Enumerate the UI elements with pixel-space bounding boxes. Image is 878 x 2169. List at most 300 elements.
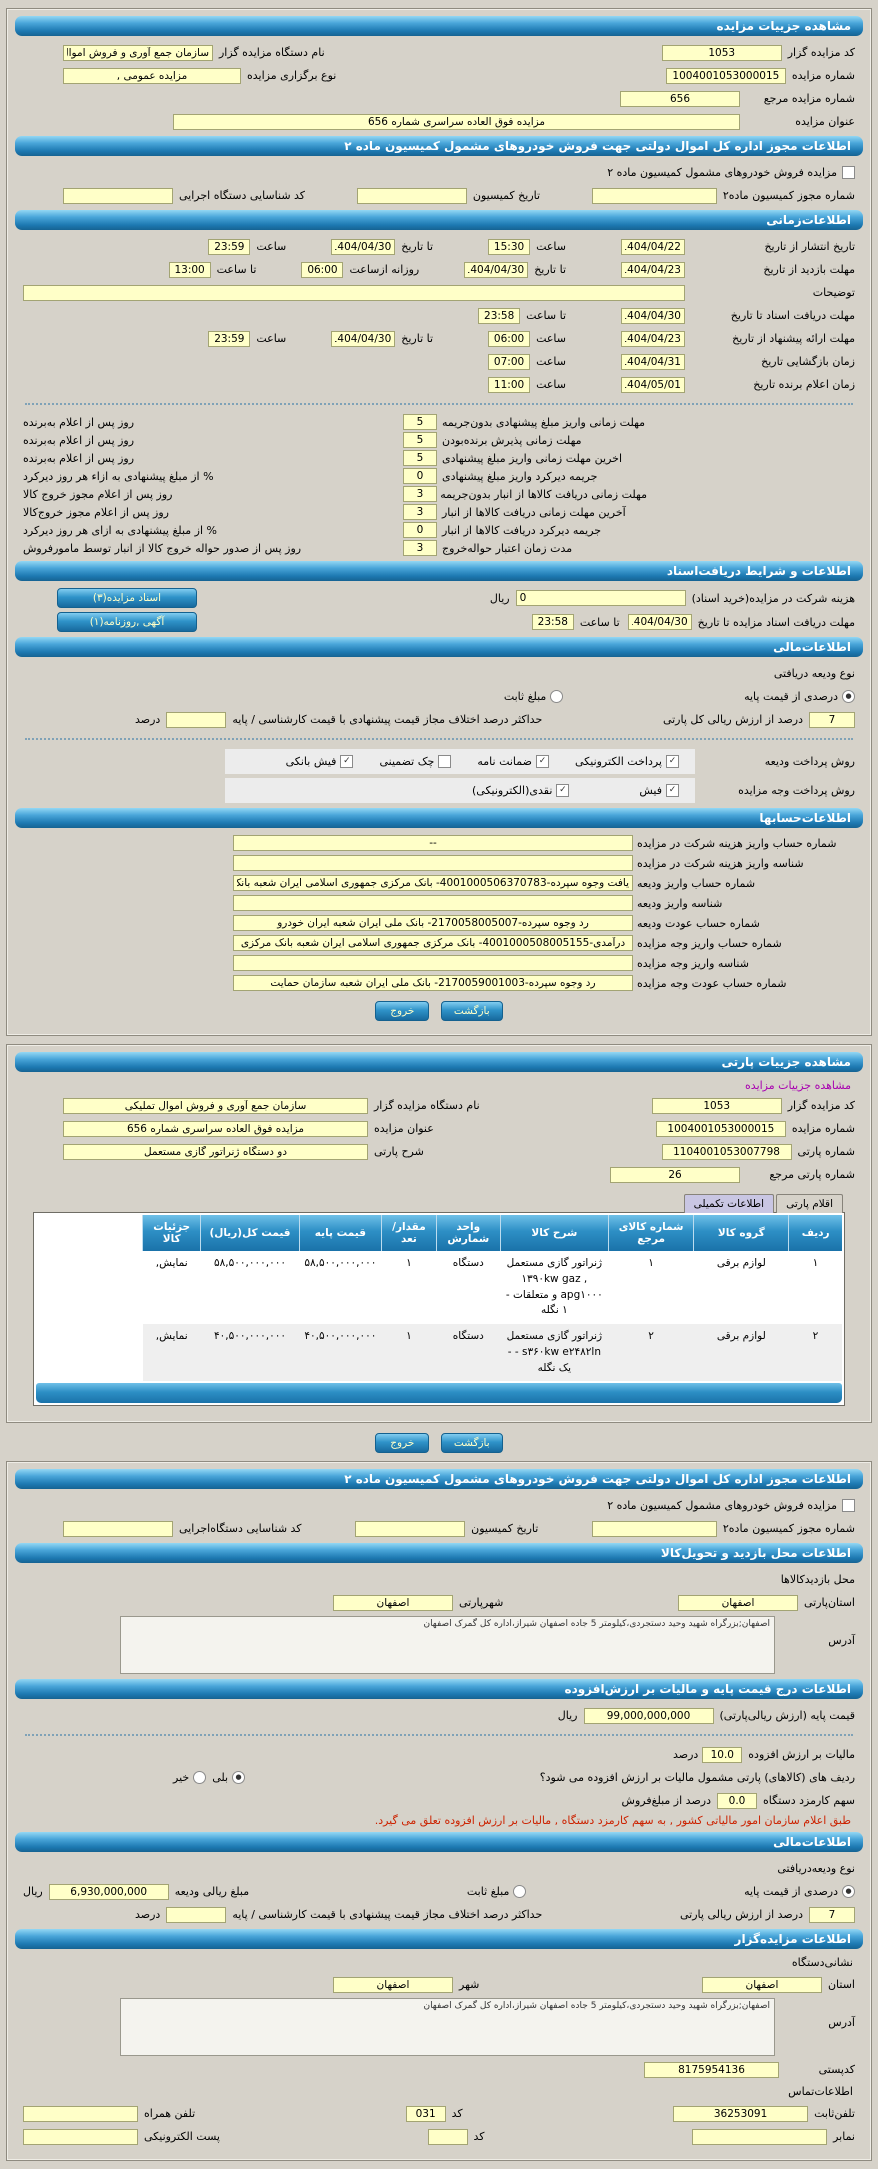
deposit-percent-input[interactable] <box>809 712 855 728</box>
deadline-row <box>23 414 647 430</box>
auction-no-label: شماره مزایده <box>791 69 855 82</box>
publish-from-input[interactable] <box>621 239 685 255</box>
auction-type-input[interactable] <box>63 68 241 84</box>
permit-fields-row <box>23 186 855 205</box>
cell-goods-group: لوازم برقی <box>694 1324 789 1381</box>
lot-max-diff-label: حداکثر درصد اختلاف مجاز قیمت پیشنهادی با قیمت کارشناسی / پایه <box>232 1908 543 1922</box>
fixed-amount-label: مبلغ ثابت <box>503 690 547 703</box>
fax-input[interactable] <box>692 2129 827 2145</box>
lot-auctioneer-code-input[interactable] <box>652 1098 782 1114</box>
auction-no-row <box>23 66 855 85</box>
electronic-payment-label: پرداخت الکترونیکی <box>575 755 662 768</box>
deadline-label: اخرین مهلت زمانی واریز مبلغ پیشنهادی <box>442 451 622 465</box>
auction-details-link[interactable]: مشاهده جزییات مزایده <box>745 1079 851 1092</box>
cell-goods-group: لوازم برقی <box>716 1257 766 1269</box>
show-details-link[interactable]: نمایش, <box>143 1324 201 1381</box>
account-row <box>23 895 855 911</box>
deadline-suffix: % از مبلغ پیشنهادی به ازاء هر روز دیرکرد <box>23 469 214 483</box>
visit-from-input[interactable] <box>621 262 685 278</box>
account-input[interactable] <box>233 835 633 851</box>
offer-to-time-input[interactable] <box>208 331 250 347</box>
account-input[interactable] <box>233 935 633 951</box>
tab-lot-items[interactable]: اقلام پارتی <box>776 1194 843 1213</box>
lot-deposit-type-label: نوع ودیعه‌دریافتی <box>777 1862 855 1876</box>
agency-fee-input[interactable] <box>717 1793 757 1809</box>
deposit-type-row <box>23 664 855 683</box>
vat-answer-group <box>173 1771 245 1784</box>
deposit-amount-input[interactable] <box>49 1884 169 1900</box>
deadline-suffix: روز پس از اعلام به‌برنده <box>23 433 135 447</box>
docs-deadline-time-input[interactable] <box>478 308 520 324</box>
deadline-label: مدت زمان اعتبار حواله‌خروج <box>442 541 573 555</box>
lot-no-group <box>662 1144 855 1160</box>
bank-slip-checkbox[interactable]: ✓ <box>340 755 353 768</box>
slip-checkbox[interactable]: ✓ <box>666 784 679 797</box>
org-city-label: شهر <box>459 1978 480 1992</box>
lot-permit-no-input[interactable] <box>592 1521 717 1537</box>
commission-checkbox-label: مزایده فروش خودروهای مشمول کمیسیون ماده ۲ <box>607 166 837 179</box>
vat-question-label: ردیف های (کالاهای) پارتی مشمول مالیات بر ارزش افزوده می شود؟ <box>539 1771 855 1785</box>
deadline-input[interactable] <box>403 432 437 448</box>
deadline-input[interactable] <box>403 522 437 538</box>
account-input[interactable] <box>233 855 633 871</box>
electronic-payment-checkbox[interactable]: ✓ <box>666 755 679 768</box>
agency-address-title: نشانی‌دستگاه <box>791 1956 853 1970</box>
financial-header: اطلاعات‌مالی <box>15 637 863 657</box>
rial-label: ریال <box>489 591 510 605</box>
cell-goods-desc: ژنراتور گازی مستعمل ۱۳۹۰kw gaz , apg۱۰۰۰ و متعلقات - ۱ نگله <box>505 1257 603 1317</box>
org-city-group <box>333 1977 479 1993</box>
fax-row <box>23 2127 855 2146</box>
commission-date-group <box>357 188 540 204</box>
publish-to-time-input[interactable] <box>208 239 250 255</box>
lot-city-input[interactable] <box>333 1595 453 1611</box>
lot-no-row <box>23 1142 855 1161</box>
fax-group <box>692 2129 855 2145</box>
mobile-group <box>23 2106 195 2122</box>
lot-exec-id-group <box>63 1521 302 1537</box>
org-address-label: آدرس <box>828 2016 855 2030</box>
phone-row <box>23 2104 855 2123</box>
auction-payment-method-label: روش پرداخت وجه مزایده <box>738 784 855 797</box>
accounts-header: اطلاعات‌حسابها <box>15 808 863 828</box>
mobile-input[interactable] <box>23 2106 138 2122</box>
lot-auction-no-row <box>23 1119 855 1138</box>
lot-desc-input[interactable] <box>63 1144 368 1160</box>
visit-to-date-label: تا تاریخ <box>534 263 566 276</box>
auction-title-label: عنوان مزایده <box>795 115 855 128</box>
deadline-suffix: روز پس از اعلام به‌برنده <box>23 451 135 465</box>
lot-auction-no-group <box>656 1121 855 1137</box>
permit-checkbox-row <box>23 163 855 182</box>
deadline-input[interactable] <box>403 414 437 430</box>
account-input[interactable] <box>233 875 633 891</box>
lot-percent-of-base-label: درصدی از قیمت پایه <box>744 1885 838 1899</box>
auction-no-input[interactable] <box>666 68 786 84</box>
account-label: شناسه واریز وجه مزایده <box>637 956 749 970</box>
lot-percent-of-base-radio[interactable]: ● <box>842 1885 855 1898</box>
account-input[interactable] <box>233 955 633 971</box>
lot-details-panel <box>6 1044 872 1423</box>
col-ref-goods-no: شماره کالای مرجع <box>608 1215 694 1251</box>
account-label: شماره حساب واریز ودیعه <box>637 876 756 890</box>
org-province-group <box>702 1977 855 1993</box>
participation-fee-input[interactable] <box>516 590 686 606</box>
auction-details-header: مشاهده جزییات مزایده <box>15 16 863 36</box>
col-row-no: ردیف <box>789 1215 842 1251</box>
agency-fee-row <box>23 1791 855 1810</box>
docs-receive-time-input[interactable] <box>532 614 574 630</box>
secured-check-option[interactable] <box>379 755 451 768</box>
cell-base-price: ۴۰,۵۰۰,۰۰۰,۰۰۰ <box>299 1324 382 1381</box>
cell-ref-goods-no: ۱ <box>648 1257 654 1269</box>
agency-fee-suffix: درصد از مبلغ‌فروش <box>621 1794 711 1808</box>
opening-row <box>23 352 855 371</box>
lot-province-label: استان‌پارتی <box>804 1596 855 1610</box>
base-price-rial-label: ریال <box>557 1709 578 1723</box>
account-label: شماره حساب واریز وجه مزایده <box>637 936 782 950</box>
deposit-percent-label: درصد از ارزش ریالی کل پارتی <box>662 713 803 726</box>
permit-no-label: شماره مجوز کمیسیون ماده۲ <box>722 189 855 202</box>
cell-quantity: ۱ <box>382 1324 436 1381</box>
lot-permit-fields-row <box>23 1519 855 1538</box>
deadline-input[interactable] <box>403 486 437 502</box>
lot-auctioneer-code-group <box>652 1098 855 1114</box>
org-address-textarea[interactable] <box>120 1998 775 2056</box>
deadline-input[interactable] <box>403 468 437 484</box>
commission-date-label: تاریخ کمیسیون <box>472 189 541 202</box>
account-label: شماره حساب عودت وجه مزایده <box>637 976 787 990</box>
cash-electronic-option[interactable] <box>472 784 569 797</box>
lot-agency-input[interactable] <box>63 1098 368 1114</box>
lot-percent-suffix-label: درصد <box>135 1908 161 1922</box>
table-footer-bar <box>36 1383 842 1403</box>
auction-payment-method-row <box>23 778 855 803</box>
max-diff-input[interactable] <box>166 712 226 728</box>
cell-count-unit: دستگاه <box>436 1324 500 1381</box>
back-button[interactable]: بازگشت <box>441 1001 503 1021</box>
winner-hour-label: ساعت <box>536 378 566 391</box>
fax-code-input[interactable] <box>428 2129 468 2145</box>
offer-from-time-input[interactable] <box>488 331 530 347</box>
lot-exec-id-input[interactable] <box>63 1521 173 1537</box>
lot-auction-no-input[interactable] <box>656 1121 786 1137</box>
lot-agency-label: نام دستگاه مزایده گزار <box>374 1099 480 1112</box>
lot-city-group <box>333 1595 503 1611</box>
electronic-payment-option[interactable] <box>575 755 679 768</box>
lot-deposit-option-row <box>23 1882 855 1901</box>
docs-deadline-date-input[interactable] <box>621 308 685 324</box>
vat-no-option[interactable] <box>173 1771 206 1784</box>
base-price-input[interactable] <box>584 1708 714 1724</box>
visit-place-row <box>23 1570 855 1589</box>
lot-commission-date-group <box>355 1521 538 1537</box>
org-address-row <box>23 1998 855 2056</box>
lot-address-textarea[interactable] <box>120 1616 775 1674</box>
lot-financial-header: اطلاعات‌مالی <box>15 1832 863 1852</box>
lot-commission-checkbox[interactable] <box>842 1499 855 1512</box>
secured-check-checkbox[interactable] <box>438 755 451 768</box>
vat-yes-radio[interactable]: ● <box>232 1771 245 1784</box>
fax-label: نمابر <box>833 2130 855 2144</box>
guarantee-letter-checkbox[interactable]: ✓ <box>536 755 549 768</box>
account-row <box>23 855 855 871</box>
lot-tabs <box>35 1194 843 1213</box>
phone-code-label: کد <box>451 2107 463 2121</box>
phone-group <box>673 2106 855 2122</box>
auction-code-row <box>23 43 855 62</box>
lot-auction-no-label: شماره مزایده <box>791 1122 855 1135</box>
lot-fixed-amount-option[interactable] <box>467 1885 526 1898</box>
guarantee-letter-option[interactable] <box>477 755 549 768</box>
docs-deadline-hour-label: تا ساعت <box>526 309 566 322</box>
exec-id-input[interactable] <box>63 188 173 204</box>
offer-hour-label: ساعت <box>536 332 566 345</box>
deadline-row <box>23 504 647 520</box>
back-button[interactable]: بازگشت <box>441 1433 503 1453</box>
org-province-row <box>23 1975 855 1994</box>
daily-to-label: تا ساعت <box>216 263 257 276</box>
vat-percent-label: درصد <box>672 1748 699 1762</box>
winner-label: زمان اعلام برنده تاریخ <box>753 378 855 391</box>
publish-label: تاریخ انتشار از تاریخ <box>764 240 855 253</box>
vat-no-radio[interactable] <box>193 1771 206 1784</box>
cash-electronic-label: نقدی(الکترونیکی) <box>471 784 553 797</box>
auction-details-panel <box>6 8 872 1036</box>
fixed-amount-radio[interactable] <box>550 690 563 703</box>
exec-id-group <box>63 188 305 204</box>
phone-label: تلفن‌ثابت <box>814 2107 855 2121</box>
show-details-link[interactable]: نمایش, <box>155 1257 188 1269</box>
deposit-amount-rial-label: ریال <box>23 1885 43 1899</box>
auction-type-label: نوع برگزاری مزایده <box>247 69 337 82</box>
col-goods-group: گروه کالا <box>694 1215 789 1251</box>
deadline-row <box>23 522 647 538</box>
slip-option[interactable] <box>639 784 679 797</box>
org-city-input[interactable] <box>333 1977 453 1993</box>
auctioneer-code-group <box>662 45 855 61</box>
lot-fixed-amount-radio[interactable] <box>513 1885 526 1898</box>
vat-label: مالیات بر ارزش افزوده <box>748 1748 855 1762</box>
tab-additional-info[interactable]: اطلاعات تکمیلی <box>684 1194 774 1213</box>
cell-row-no: ۲ <box>789 1324 842 1381</box>
fax-code-group <box>428 2129 485 2145</box>
lot-address-row <box>23 1616 855 1674</box>
vat-no-label: خیر <box>173 1771 190 1785</box>
vat-input[interactable] <box>702 1747 742 1763</box>
percent-of-base-label: درصدی از قیمت پایه <box>744 690 838 703</box>
auction-payment-options <box>225 778 695 803</box>
account-row <box>23 915 855 931</box>
account-input[interactable] <box>233 975 633 991</box>
exit-button[interactable]: خروج <box>375 1433 429 1453</box>
docs-deadline-row <box>23 306 855 325</box>
lot-commission-date-input[interactable] <box>355 1521 465 1537</box>
bank-slip-label: فیش بانکی <box>285 755 337 768</box>
lot-max-diff-input[interactable] <box>166 1907 226 1923</box>
opening-time-input[interactable] <box>488 354 530 370</box>
opening-label: زمان بازگشایی تاریخ <box>761 355 855 368</box>
email-label: پست الکترونیکی <box>144 2130 220 2144</box>
deadline-suffix: روز پس از اعلام مجوز خروج‌کالا <box>23 505 169 519</box>
lot-permit-checkbox-row <box>23 1496 855 1515</box>
auction-ref-input[interactable] <box>620 91 740 107</box>
commission-checkbox[interactable] <box>842 166 855 179</box>
permit-no-input[interactable] <box>592 188 717 204</box>
bank-slip-option[interactable] <box>286 755 354 768</box>
deadline-label: مهلت زمانی واریز مبلغ پیشنهادی بدون‌جریمه <box>442 415 646 429</box>
lot-no-label: شماره پارتی <box>797 1145 855 1158</box>
visit-to-input[interactable] <box>464 262 528 278</box>
divider <box>25 738 853 740</box>
max-diff-group <box>135 712 542 728</box>
offer-to-input[interactable] <box>331 331 395 347</box>
publish-to-input[interactable] <box>331 239 395 255</box>
lot-ref-input[interactable] <box>610 1167 740 1183</box>
description-row <box>23 283 855 302</box>
deadline-row <box>23 540 647 556</box>
col-base-price: قیمت پایه <box>299 1215 382 1251</box>
exit-button[interactable]: خروج <box>375 1001 429 1021</box>
publish-to-hour-label: ساعت <box>256 240 287 253</box>
table-row <box>143 1324 843 1381</box>
auction-type-group <box>63 68 336 84</box>
lot-commission-checkbox-label: مزایده فروش خودروهای مشمول کمیسیون ماده ۲ <box>607 1499 837 1513</box>
vat-row <box>23 1745 855 1764</box>
daily-from-input[interactable] <box>301 262 343 278</box>
phone-code-group <box>406 2106 463 2122</box>
auction-docs-button[interactable]: اسناد مزایده(۳) <box>57 588 197 608</box>
lot-auction-title-input[interactable] <box>63 1121 368 1137</box>
base-price-header: اطلاعات درج قیمت پایه و مالیات بر ارزش‌افزوده <box>15 1679 863 1699</box>
auction-no-group <box>666 68 855 84</box>
postal-code-row <box>23 2060 855 2079</box>
visit-label: مهلت بازدید از تاریخ <box>763 263 855 276</box>
deadline-label: جریمه دیرکرد واریز مبلغ پیشنهادی <box>442 469 598 483</box>
auction-ref-row <box>23 89 855 108</box>
account-row <box>23 935 855 951</box>
lot-percent-of-base-option[interactable] <box>744 1885 855 1898</box>
deadline-label: جریمه دیرکرد دریافت کالاها از انبار <box>442 523 602 537</box>
daily-to-input[interactable] <box>169 262 211 278</box>
commission-date-input[interactable] <box>357 188 467 204</box>
deadline-input[interactable] <box>403 504 437 520</box>
deadline-row <box>23 432 647 448</box>
participation-fee-row <box>23 588 855 608</box>
panel1-buttons <box>11 1001 867 1021</box>
postal-code-input[interactable] <box>644 2062 779 2078</box>
publish-from-time-input[interactable] <box>488 239 530 255</box>
opening-hour-label: ساعت <box>536 355 566 368</box>
cell-quantity: ۱ <box>406 1257 412 1269</box>
cash-electronic-checkbox[interactable]: ✓ <box>556 784 569 797</box>
org-province-input[interactable] <box>702 1977 822 1993</box>
table-row <box>143 1251 843 1324</box>
account-row <box>23 975 855 991</box>
percent-of-base-radio[interactable]: ● <box>842 690 855 703</box>
phone-code-input[interactable] <box>406 2106 446 2122</box>
lot-city-label: شهرپارتی <box>459 1596 504 1610</box>
cell-goods-desc: ژنراتور گازی مستعمل s۳۶۰kw e۲۴۸۲ln - - یک نگله <box>500 1324 608 1381</box>
vat-yes-option[interactable] <box>212 1771 245 1784</box>
phone-input[interactable] <box>673 2106 808 2122</box>
winner-date-input[interactable] <box>621 377 685 393</box>
docs-receive-date-input[interactable] <box>628 614 692 630</box>
winner-time-input[interactable] <box>488 377 530 393</box>
publish-to-date-label: تا تاریخ <box>401 240 434 253</box>
lot-items-table-wrap <box>33 1212 845 1406</box>
org-province-label: استان <box>827 1978 855 1992</box>
account-input[interactable] <box>233 915 633 931</box>
lot-deposit-percent-input[interactable] <box>809 1907 855 1923</box>
permit-no-group <box>592 188 855 204</box>
deadline-input[interactable] <box>403 450 437 466</box>
lot-deposit-percent-group <box>680 1907 855 1923</box>
lot-province-row <box>23 1593 855 1612</box>
description-input[interactable] <box>23 285 685 301</box>
cell-count-unit: دستگاه <box>452 1257 484 1269</box>
divider <box>25 403 853 405</box>
auctioneer-code-input[interactable] <box>662 45 782 61</box>
auction-details-page <box>0 8 878 2161</box>
lot-province-input[interactable] <box>678 1595 798 1611</box>
postal-code-label: کدپستی <box>818 2063 855 2077</box>
publish-hour-label: ساعت <box>536 240 566 253</box>
percent-suffix-label: درصد <box>135 713 161 726</box>
offer-to-hour-label: ساعت <box>256 332 287 345</box>
lot-auction-title-group <box>63 1121 434 1137</box>
percent-of-base-option[interactable] <box>744 690 855 703</box>
docs-receive-hour-label: تا ساعت <box>579 615 620 629</box>
daily-from-label: روزانه ازساعت <box>349 263 420 276</box>
offer-from-input[interactable] <box>621 331 685 347</box>
lot-permit-no-group <box>592 1521 855 1537</box>
publish-row <box>23 237 855 256</box>
deadline-input[interactable] <box>403 540 437 556</box>
lot-desc-label: شرح پارتی <box>374 1145 424 1158</box>
account-input[interactable] <box>233 895 633 911</box>
auction-title-input[interactable] <box>173 114 740 130</box>
email-input[interactable] <box>23 2129 138 2145</box>
deadline-suffix: روز پس از اعلام به‌برنده <box>23 415 135 429</box>
agency-input[interactable] <box>63 45 213 61</box>
auction-ref-label: شماره مزایده مرجع <box>763 92 855 105</box>
docs-deadline-label: مهلت دریافت اسناد تا تاریخ <box>730 309 855 322</box>
opening-date-input[interactable] <box>621 354 685 370</box>
newspaper-ad-button[interactable]: آگهی ,روزنامه(۱) <box>57 612 197 632</box>
lot-deposit-percent-label: درصد از ارزش ریالی پارتی <box>680 1908 803 1922</box>
base-price-row <box>23 1706 855 1725</box>
lot-extra-panel <box>6 1461 872 2161</box>
deposit-type-label: نوع ودیعه دریافتی <box>773 667 855 680</box>
slip-label: فیش <box>639 784 662 797</box>
cell-ref-goods-no: ۲ <box>608 1324 694 1381</box>
lot-commission-date-label: تاریخ کمیسیون <box>471 1522 539 1536</box>
col-quantity: مقدار/تعد <box>382 1215 436 1251</box>
deposit-amount-group <box>23 1884 249 1900</box>
lot-no-input[interactable] <box>662 1144 792 1160</box>
lot-ref-label: شماره پارتی مرجع <box>769 1168 855 1181</box>
lot-agency-group <box>63 1098 480 1114</box>
auction-title-row <box>23 112 855 131</box>
lot-permit-no-label: شماره مجوز کمیسیون ماده۲ <box>722 1522 855 1536</box>
docs-receive-deadline-label: مهلت دریافت اسناد مزایده تا تاریخ <box>697 615 855 629</box>
lot-deposit-percent-row <box>23 1905 855 1924</box>
fixed-amount-option[interactable] <box>504 690 563 703</box>
vat-question-row <box>23 1768 855 1787</box>
permit-header: اطلاعات مجوز اداره کل اموال دولتی جهت فروش خودروهای مشمول کمیسیون ماده ۲ <box>15 136 863 156</box>
lot-desc-group <box>63 1144 424 1160</box>
